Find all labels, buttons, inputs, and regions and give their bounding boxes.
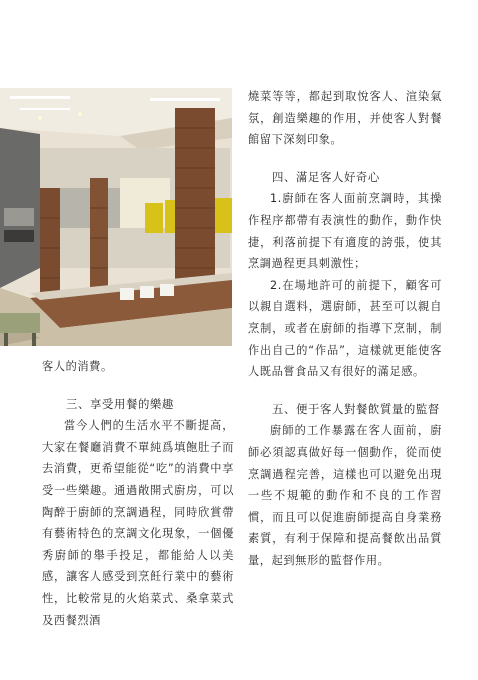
section5-heading: 五、便于客人對餐飲質量的監督 (272, 401, 440, 416)
right-text-column (248, 86, 442, 571)
section5-body: 廚師的工作暴露在客人面前，廚師必須認真做好每一個動作，從而使烹調過程完善，這樣也可以避免出現一些不規範的動作和不良的工作習慣，而且可以促進廚師提高自身業務素質，有利于保障和提高餐飲出品質量，起到無形的監督作用。 (248, 424, 442, 567)
section4-item-2: 2.在場地許可的前提下，顧客可以親自選料，選廚師，甚至可以親自烹制，或者在廚師的指導下烹制，制作出自己的“作品”，這樣就更能使客人既品嘗食品又有很好的滿足感。 (248, 278, 442, 379)
section3-body: 當今人們的生活水平不斷提高，大家在餐廳消費不單純爲填飽肚子而去消費，更希望能從“吃”的消費中享受一些樂趣。通過敞開式廚房，可以陶醉于廚師的烹調過程，同時欣賞帶有藝術特色的烹調文化現象，一個優秀廚師的舉手投足，都能給人以美感，讓客人感受到烹飪行業中的藝術性，比較常見的火焰菜式、桑拿菜式及西餐烈酒 (42, 419, 234, 627)
section4-heading: 四、滿足客人好奇心 (272, 169, 380, 184)
section3-heading: 三、享受用餐的樂趣 (66, 396, 174, 411)
left-text-column (42, 356, 234, 631)
restaurant-interior-photo (0, 88, 232, 346)
left-continuation-text: 客人的消費。 (42, 360, 113, 373)
section4-item-1: 1.廚師在客人面前烹調時，其操作程序都帶有表演性的動作，動作快捷，利落前提下有適度的誇張，使其烹調過程更具刺激性； (248, 192, 442, 271)
right-continuation-text: 燒菜等等，都起到取悅客人、渲染氣氛，創造樂趣的作用，并使客人對餐館留下深刻印象。 (248, 90, 442, 147)
